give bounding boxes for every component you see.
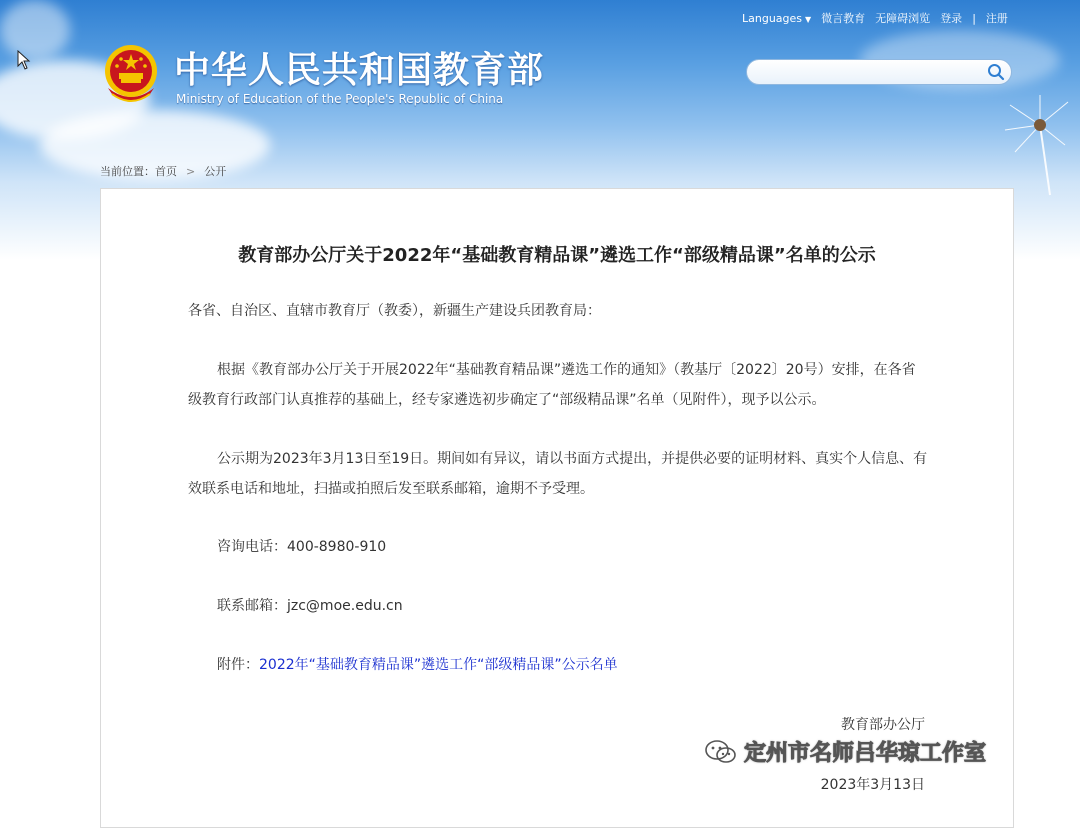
- register-link[interactable]: 注册: [985, 12, 1008, 25]
- signature-org: 教育部办公厅: [841, 717, 925, 733]
- dandelion-decoration: [990, 90, 1070, 200]
- top-navigation: [742, 10, 1008, 26]
- cloud-decoration: [0, 0, 70, 60]
- breadcrumb: [100, 163, 226, 179]
- attachment-line: [188, 650, 928, 680]
- site-title-en[interactable]: Ministry of Education of the People's Republic of China: [176, 92, 504, 106]
- breadcrumb-current[interactable]: 公开: [204, 165, 227, 178]
- watermark-text: 定州市名师吕华琼工作室: [744, 741, 987, 766]
- wechat-watermark: [704, 736, 986, 767]
- search-icon[interactable]: [987, 63, 1005, 81]
- login-link[interactable]: 登录: [940, 12, 963, 25]
- languages-menu[interactable]: [742, 12, 811, 25]
- chevron-right-icon: >: [186, 165, 196, 178]
- national-emblem-icon[interactable]: [102, 44, 160, 106]
- article-paragraph-1: 根据《教育部办公厅关于开展2022年“基础教育精品课”遴选工作的通知》（教基厅〔2022〕20号）安排，在各省级教育行政部门认真推荐的基础上，经专家遴选初步确定了“部级精品课”名单（见附件），现予以公示。: [188, 362, 916, 408]
- article-salutation: 各省、自治区、直辖市教育厅（教委），新疆生产建设兵团教育局：: [188, 303, 601, 319]
- signature-date: 2023年3月13日: [820, 777, 925, 793]
- nav-separator: |: [972, 11, 976, 25]
- contact-phone: 咨询电话：400-8980-910: [217, 539, 387, 555]
- accessible-browse-link[interactable]: 无障碍浏览: [875, 12, 931, 25]
- breadcrumb-prefix: 当前位置：: [100, 165, 155, 178]
- article-paragraph-2: 公示期为2023年3月13日至19日。期间如有异议，请以书面方式提出，并提供必要的证明材料、真实个人信息、有效联系电话和地址，扫描或拍照后发至联系邮箱，逾期不予受理。: [188, 451, 928, 497]
- mouse-cursor-icon: [17, 50, 31, 70]
- breadcrumb-home-link[interactable]: 首页: [155, 165, 177, 178]
- contact-email: 联系邮箱：jzc@moe.edu.cn: [217, 598, 403, 614]
- search-input[interactable]: [759, 64, 983, 82]
- article-container: [100, 188, 1014, 828]
- site-title-cn[interactable]: 中华人民共和国教育部: [174, 50, 545, 91]
- attachment-label: 附件：: [217, 657, 259, 673]
- weibo-link[interactable]: 微言教育: [821, 12, 866, 25]
- search-box: [746, 59, 1012, 85]
- caret-down-icon: ▼: [805, 14, 812, 24]
- wechat-icon: [704, 739, 738, 765]
- article-title: 教育部办公厅关于2022年“基础教育精品课”遴选工作“部级精品课”名单的公示: [238, 245, 876, 266]
- attachment-link[interactable]: 2022年“基础教育精品课”遴选工作“部级精品课”公示名单: [259, 657, 618, 673]
- languages-label: Languages: [742, 11, 803, 25]
